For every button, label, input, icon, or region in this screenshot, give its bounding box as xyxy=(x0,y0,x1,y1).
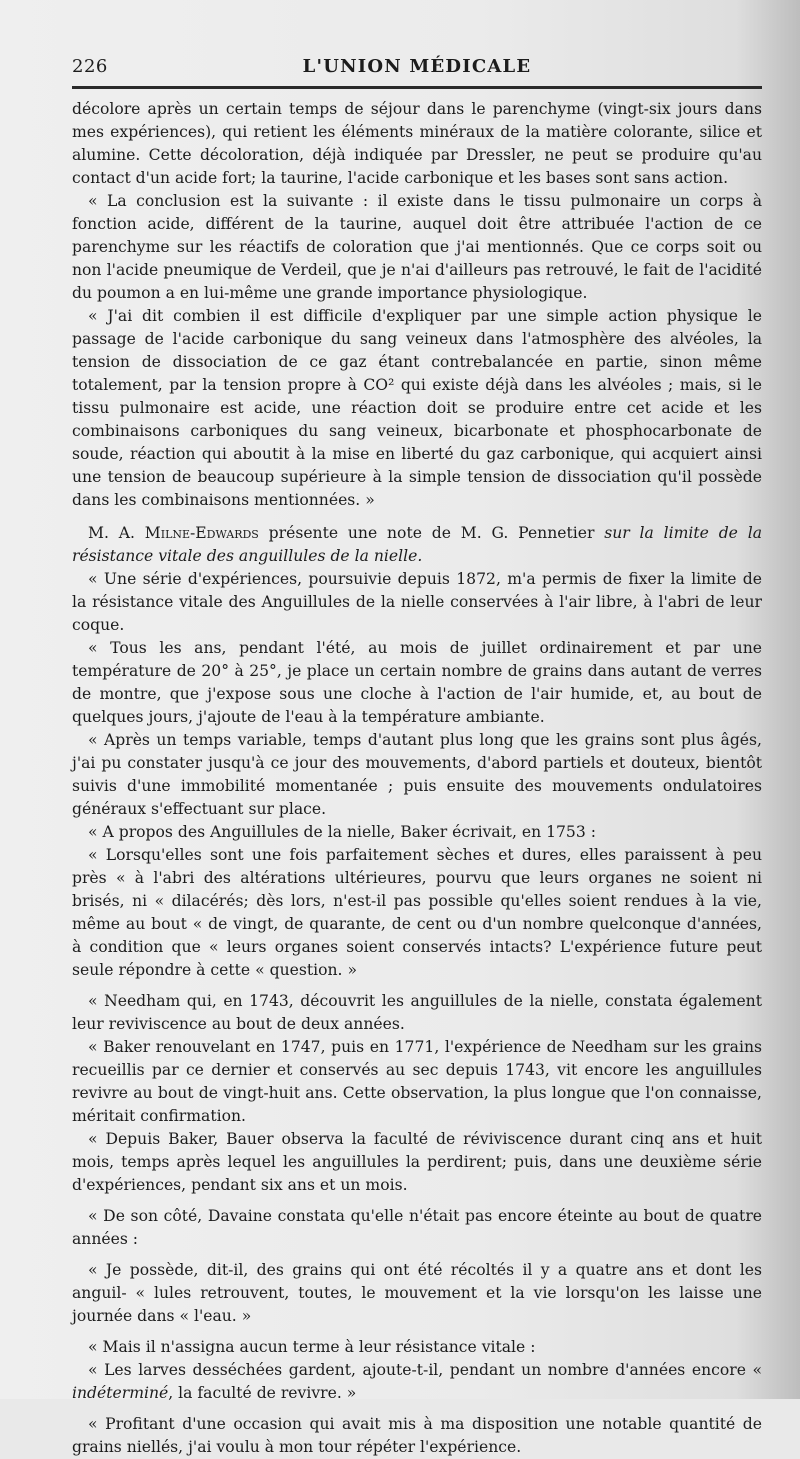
quoted-paragraph: « Lorsqu'elles sont une fois parfaitement sèches et dures, elles paraissent à peu près « à l'abri des altérations ultérieures, pourvu que leurs organes ne soient ni brisés, ni « dilacérés; dès lors, n'est-il pas possible qu'elles soient rendues à la vie, même au bout « de vingt, de quarante, de cent ou d'un nombre quelconque d'années, à condition que « leurs organes soient conservés intacts? L'expérience future peut seule répondre à cette « question. » xyxy=(72,846,762,979)
article-body xyxy=(72,98,762,1459)
paragraph: « Après un temps variable, temps d'autant plus long que les grains sont plus âgés, j'ai pu constater jusqu'à ce jour des mouvements, d'abord partiels et douteux, bientôt suivis d'une immobilité momentanée ; puis ensuite des mouvements ondulatoires généraux s'effectuant sur place. xyxy=(72,731,762,818)
paragraph: « Depuis Baker, Bauer observa la faculté de réviviscence durant cinq ans et huit mois, temps après lequel les anguillules la perdirent; puis, dans une deuxième série d'expériences, pendant six ans et un mois. xyxy=(72,1130,762,1194)
note-title: sur la limite de la résistance vitale des anguillules de la nielle. xyxy=(72,524,763,565)
larves-quote-tail: , la faculté de revivre. » xyxy=(168,1384,357,1402)
paragraph: « Tous les ans, pendant l'été, au mois de juillet ordinairement et par une température de 20° à 25°, je place un certain nombre de grains dans autant de verres de montre, que j'expose sous une cloche à l'action de l'air humide, et, au bout de quelques jours, j'ajoute de l'eau à la température ambiante. xyxy=(72,639,762,726)
quoted-paragraph: « Je possède, dit-il, des grains qui ont été récoltés il y a quatre ans et dont les anguil- « lules retrouvent, toutes, le mouvement et la vie lorsqu'on les laisse une journée dans « l'eau. » xyxy=(72,1261,762,1325)
paragraph: « J'ai dit combien il est difficile d'expliquer par une simple action physique le passage de l'acide carbonique du sang veineux dans l'atmosphère des alvéoles, la tension de dissociation de ce gaz étant contrebalancée en partie, sinon même totalement, par la tension propre à CO² qui existe déjà dans les alvéoles ; mais, si le tissu pulmonaire est acide, une réaction doit se produire entre cet acide et les combinaisons carboniques du sang veineux, bicarbonate et phosphocarbonate de soude, réaction qui aboutit à la mise en liberté du gaz carbonique, qui acquiert ainsi une tension de beaucoup supérieure à la simple tension de dissociation qu'il possède dans les combinaisons mentionnées. » xyxy=(72,307,762,509)
running-title: L'UNION MÉDICALE xyxy=(302,56,532,77)
note-intro-text: présente une note de M. G. Pennetier xyxy=(258,524,605,542)
paragraph: « Baker renouvelant en 1747, puis en 1771, l'expérience de Needham sur les grains recueillis par ce dernier et conservés au sec depuis 1743, vit encore les anguillules revivre au bout de vingt-huit ans. Cette observation, la plus longue que l'on connaisse, méritait confirmation. xyxy=(72,1038,762,1125)
paragraph: « Mais il n'assigna aucun terme à leur résistance vitale : xyxy=(88,1338,536,1356)
paragraph: « La conclusion est la suivante : il existe dans le tissu pulmonaire un corps à fonction acide, différent de la taurine, auquel doit être attribuée l'action de ce parenchyme sur les réactifs de coloration que j'ai mentionnés. Que ce corps soit ou non l'acide pneumique de Verdeil, que je n'ai d'ailleurs pas retrouvé, le fait de l'acidité du poumon a en lui-même une grande importance physiologique. xyxy=(72,192,762,302)
page-number: 226 xyxy=(72,56,108,77)
paragraph: « De son côté, Davaine constata qu'elle n'était pas encore éteinte au bout de quatre années : xyxy=(72,1207,762,1248)
larves-quote-paragraph xyxy=(72,1359,762,1405)
page-header xyxy=(72,56,762,84)
header-rule xyxy=(72,86,762,89)
paragraph: décolore après un certain temps de séjour dans le parenchyme (vingt-six jours dans mes expériences), qui retient les éléments minéraux de la matière colorante, silice et alumine. Cette décoloration, déjà indiquée par Dressler, ne peut se produire qu'au contact d'un acide fort; la taurine, l'acide carbonique et les bases sont sans action. xyxy=(72,100,762,187)
paragraph: « Profitant d'une occasion qui avait mis à ma disposition une notable quantité de grains niellés, j'ai voulu à mon tour répéter l'expérience. xyxy=(72,1415,762,1456)
author-name: M. A. Milne-Edwards xyxy=(88,524,259,542)
note-intro-paragraph xyxy=(72,522,762,568)
paragraph: « A propos des Anguillules de la nielle, Baker écrivait, en 1753 : xyxy=(88,823,596,841)
larves-quote-lead: « Les larves desséchées gardent, ajoute-t-il, pendant un nombre d'années encore « xyxy=(88,1361,762,1379)
paragraph: « Une série d'expériences, poursuivie depuis 1872, m'a permis de fixer la limite de la résistance vitale des Anguillules de la nielle conservées à l'air libre, à l'abri de leur coque. xyxy=(72,570,762,634)
larves-quote-italic: indéterminé xyxy=(72,1384,169,1402)
paragraph: « Needham qui, en 1743, découvrit les anguillules de la nielle, constata également leur reviviscence au bout de deux années. xyxy=(72,992,762,1033)
